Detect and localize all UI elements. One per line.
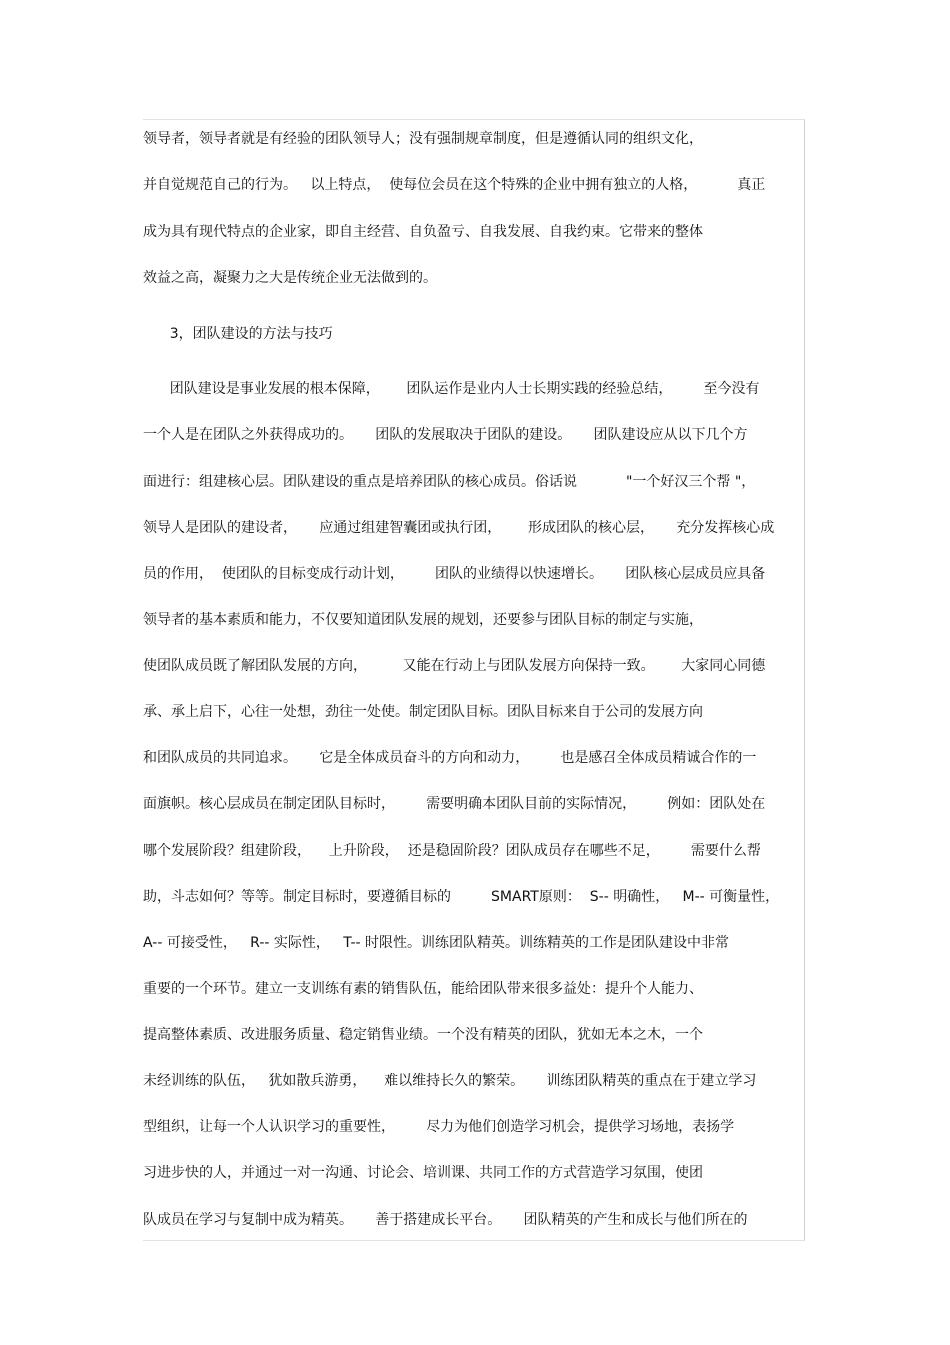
text-line: 队成员在学习与复制中成为精英。 善于搭建成长平台。 团队精英的产生和成长与他们所在的	[143, 1212, 748, 1228]
text-line: 员的作用， 使团队的目标变成行动计划， 团队的业绩得以快速增长。 团队核心层成员应具备	[143, 566, 766, 582]
text-line: 领导者，领导者就是有经验的团队领导人；没有强制规章制度，但是遵循认同的组织文化，	[143, 131, 703, 147]
text-line: 重要的一个环节。建立一支训练有素的销售队伍，能给团队带来很多益处：提升个人能力、	[143, 981, 703, 997]
text-line: 提高整体素质、改进服务质量、稳定销售业绩。一个没有精英的团队，犹如无本之木，一个	[143, 1027, 703, 1043]
text-line: A-- 可接受性， R-- 实际性， T-- 时限性。训练团队精英。训练精英的工作是团队建设中非常	[143, 935, 730, 951]
text-line: 面进行：组建核心层。团队建设的重点是培养团队的核心成员。俗话说 "一个好汉三个帮 "，	[143, 474, 756, 490]
text-line: 领导人是团队的建设者， 应通过组建智囊团或执行团， 形成团队的核心层， 充分发挥核心成	[143, 520, 775, 536]
text-line: 并自觉规范自己的行为。 以上特点， 使每位会员在这个特殊的企业中拥有独立的人格， 真正	[143, 177, 766, 193]
text-line: 助，斗志如何？等等。制定目标时，要遵循目标的 SMART原则： S-- 明确性， M-- 可衡量性，	[143, 889, 780, 905]
text-line: 型组织，让每一个人认识学习的重要性， 尽力为他们创造学习机会，提供学习场地，表扬学	[143, 1119, 735, 1135]
text-line: 承、承上启下，心往一处想，劲往一处使。制定团队目标。团队目标来自于公司的发展方向	[143, 704, 703, 720]
text-line: 领导者的基本素质和能力，不仅要知道团队发展的规划，还要参与团队目标的制定与实施，	[143, 612, 703, 628]
section-heading: 3，团队建设的方法与技巧	[143, 326, 333, 342]
text-line: 一个人是在团队之外获得成功的。 团队的发展取决于团队的建设。 团队建设应从以下几个方	[143, 427, 748, 443]
text-line: 使团队成员既了解团队发展的方向， 又能在行动上与团队发展方向保持一致。 大家同心同德	[143, 658, 766, 674]
text-line: 成为具有现代特点的企业家，即自主经营、自负盈亏、自我发展、自我约束。它带来的整体	[143, 224, 703, 240]
text-line: 未经训练的队伍， 犹如散兵游勇， 难以维持长久的繁荣。 训练团队精英的重点在于建立学习	[143, 1073, 757, 1089]
text-line: 习进步快的人，并通过一对一沟通、讨论会、培训课、共同工作的方式营造学习氛围，使团	[143, 1165, 703, 1181]
text-line: 效益之高，凝聚力之大是传统企业无法做到的。	[143, 270, 437, 286]
text-line: 面旗帜。核心层成员在制定团队目标时， 需要明确本团队目前的实际情况， 例如：团队处在	[143, 796, 766, 812]
text-line: 哪个发展阶段？组建阶段， 上升阶段， 还是稳固阶段？团队成员存在哪些不足， 需要什么帮	[143, 843, 761, 859]
text-line: 和团队成员的共同追求。 它是全体成员奋斗的方向和动力， 也是感召全体成员精诚合作的一	[143, 750, 757, 766]
text-line: 团队建设是事业发展的根本保障， 团队运作是业内人士长期实践的经验总结， 至今没有	[143, 381, 760, 397]
